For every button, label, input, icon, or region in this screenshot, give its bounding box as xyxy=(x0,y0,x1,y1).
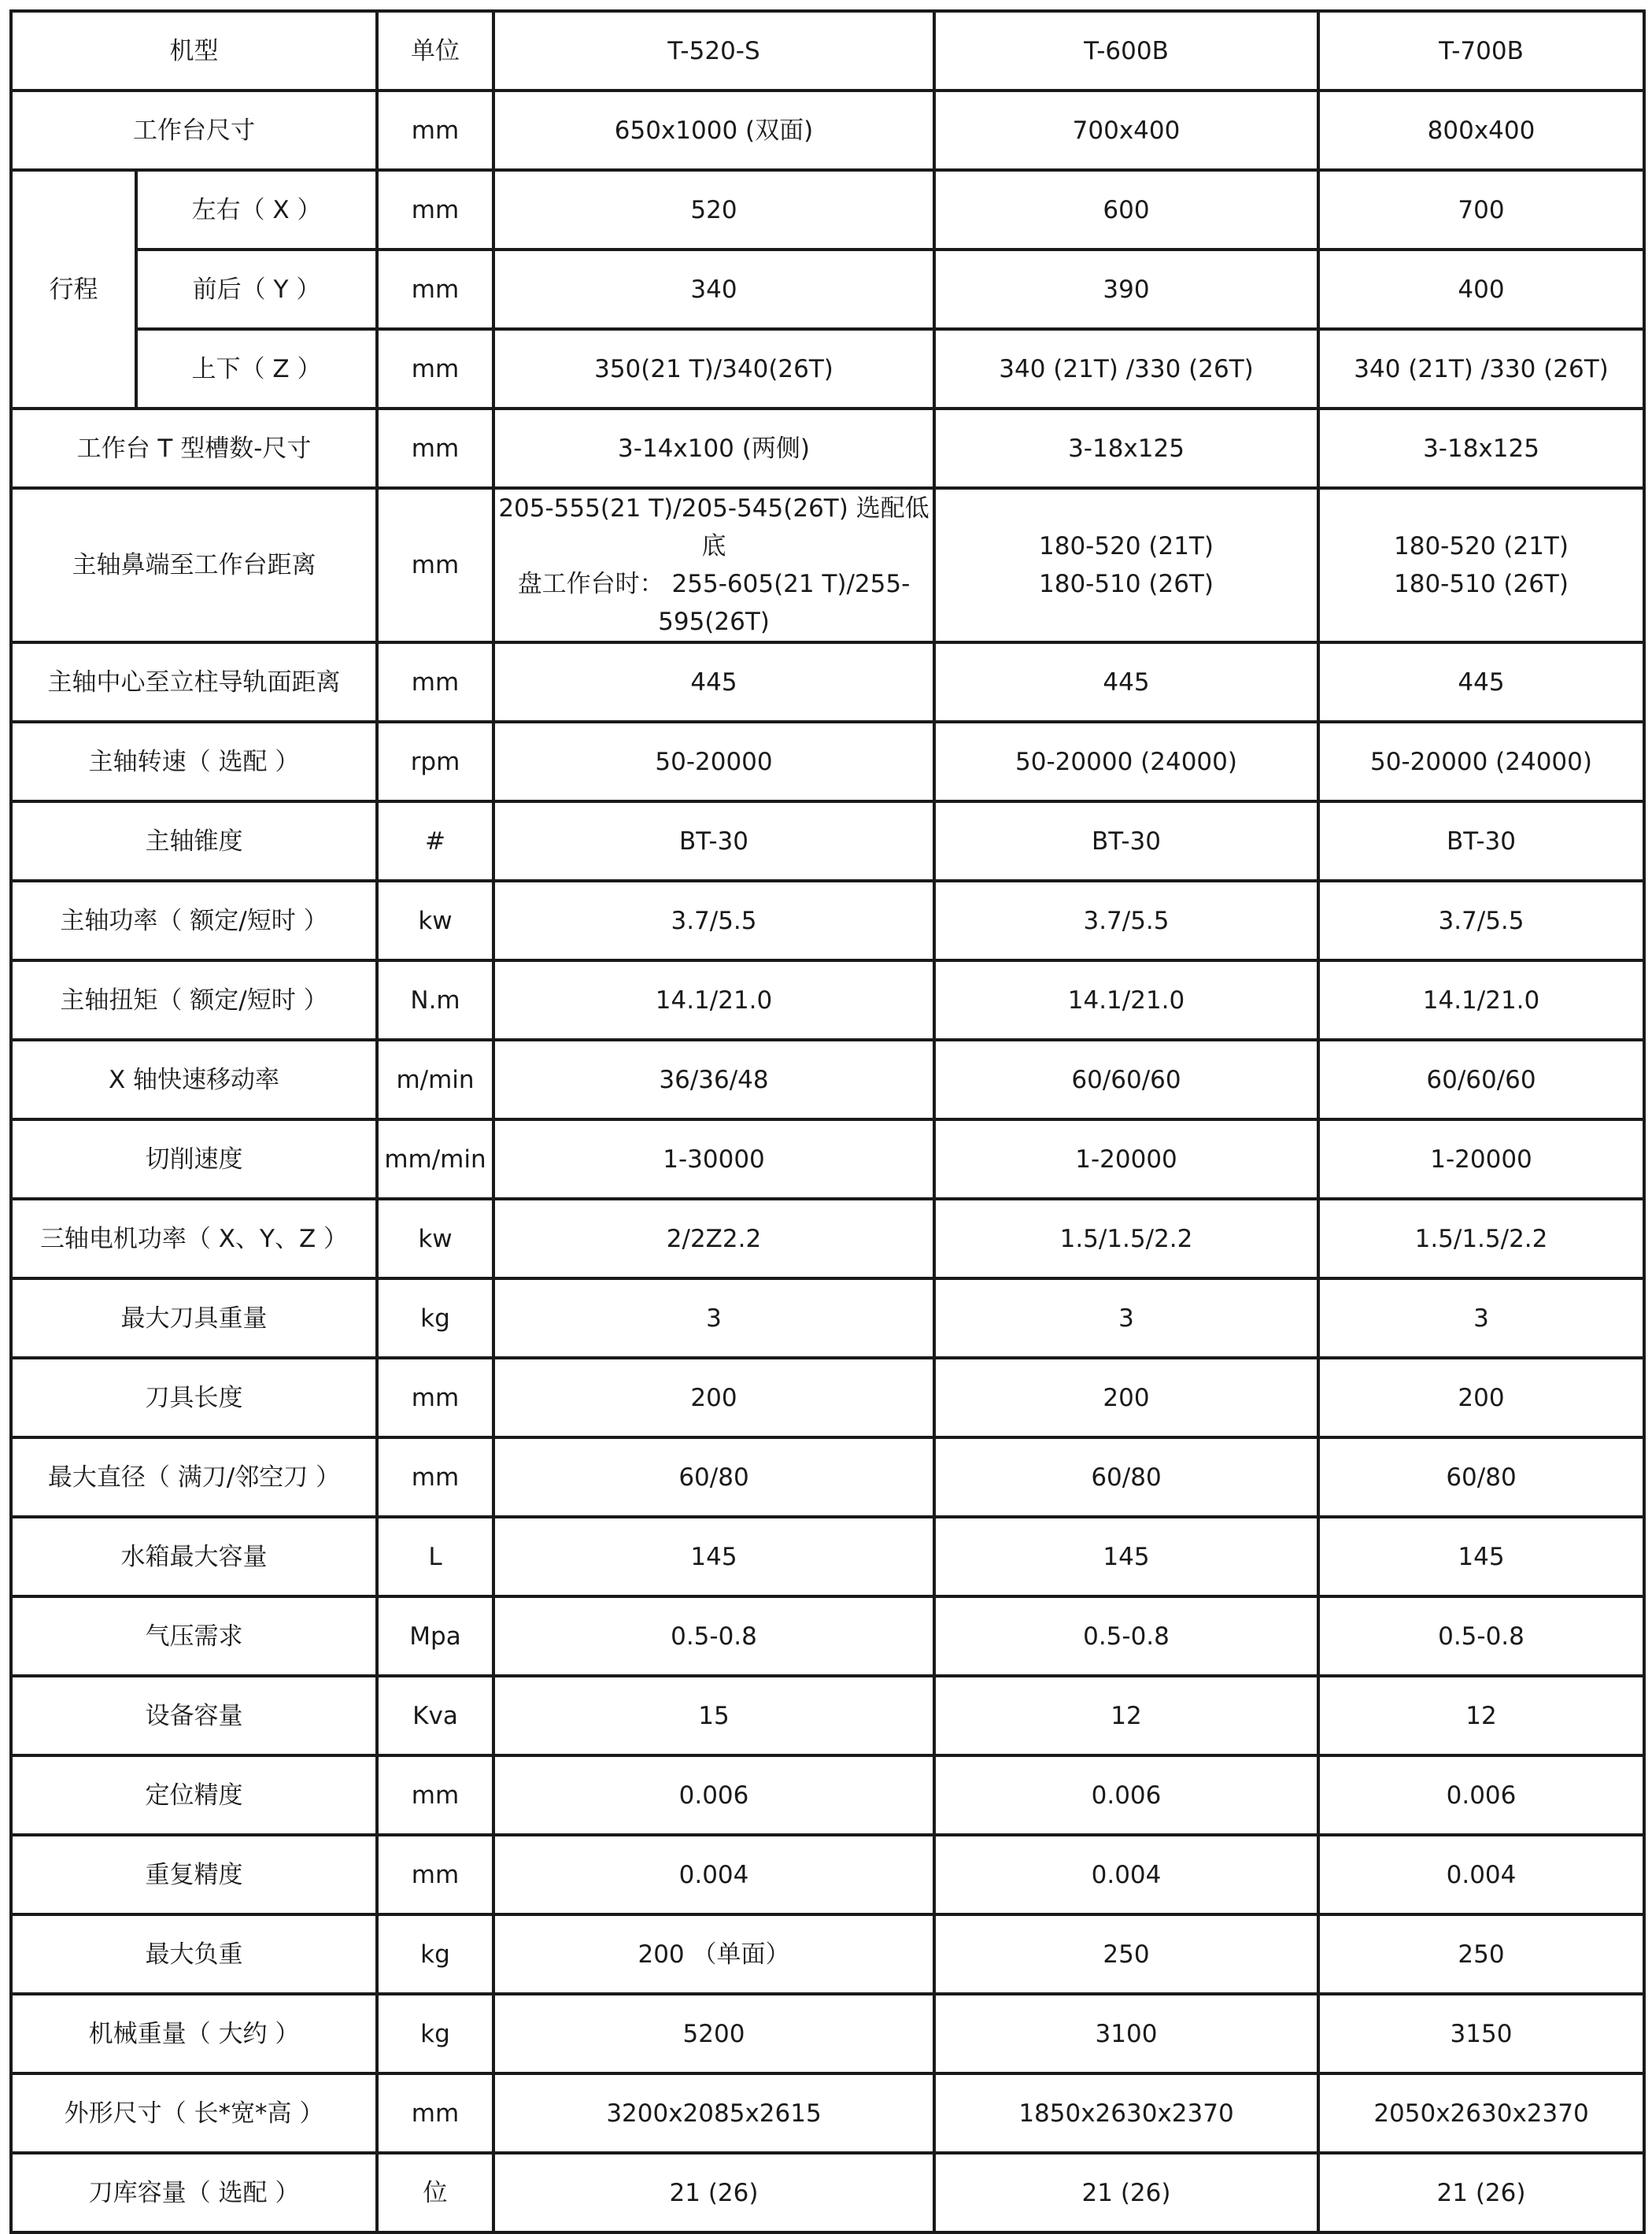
param-label-cell: 主轴锥度 xyxy=(11,801,377,881)
value-cell: 250 xyxy=(934,1914,1318,1994)
table-row xyxy=(11,642,1644,722)
value-cell: 21 (26) xyxy=(1318,2153,1644,2232)
value-cell: 3 xyxy=(934,1278,1318,1358)
param-label-cell: 机械重量（ 大约 ） xyxy=(11,1994,377,2073)
value-cell: 145 xyxy=(934,1517,1318,1596)
unit-cell: kg xyxy=(377,1914,493,1994)
value-cell: 390 xyxy=(934,250,1318,329)
unit-cell: Kva xyxy=(377,1676,493,1755)
unit-cell: kg xyxy=(377,1994,493,2073)
value-cell: 1.5/1.5/2.2 xyxy=(1318,1199,1644,1278)
value-cell xyxy=(493,488,934,642)
value-cell: 400 xyxy=(1318,250,1644,329)
table-row xyxy=(11,1199,1644,1278)
table-row xyxy=(11,2153,1644,2232)
value-cell: BT-30 xyxy=(934,801,1318,881)
value-cell: 3-18x125 xyxy=(934,409,1318,488)
table-row xyxy=(11,1994,1644,2073)
value-cell: BT-30 xyxy=(493,801,934,881)
value-cell: 0.006 xyxy=(934,1755,1318,1835)
value-cell: BT-30 xyxy=(1318,801,1644,881)
param-label-cell: X 轴快速移动率 xyxy=(11,1040,377,1119)
param-label-cell: 切削速度 xyxy=(11,1119,377,1199)
value-cell: 1-20000 xyxy=(934,1119,1318,1199)
table-row xyxy=(11,801,1644,881)
header-model-col-1: T-520-S xyxy=(493,11,934,91)
value-cell: 145 xyxy=(493,1517,934,1596)
value-cell: 0.004 xyxy=(934,1835,1318,1914)
unit-cell: mm xyxy=(377,1358,493,1437)
value-cell: 445 xyxy=(934,642,1318,722)
value-cell: 200 xyxy=(934,1358,1318,1437)
value-line: 595(26T) xyxy=(658,608,770,636)
table-row xyxy=(11,881,1644,960)
unit-cell: Mpa xyxy=(377,1596,493,1676)
param-label-cell: 工作台尺寸 xyxy=(11,91,377,170)
value-cell xyxy=(1318,488,1644,642)
value-cell: 21 (26) xyxy=(934,2153,1318,2232)
value-cell: 200 xyxy=(493,1358,934,1437)
value-cell: 0.004 xyxy=(493,1835,934,1914)
value-line: 180-520 (21T) xyxy=(1039,532,1214,560)
header-model-cell: 机型 xyxy=(11,11,377,91)
unit-cell: mm xyxy=(377,488,493,642)
value-cell: 520 xyxy=(493,170,934,250)
param-label-cell: 主轴鼻端至工作台距离 xyxy=(11,488,377,642)
unit-cell: kw xyxy=(377,881,493,960)
table-row xyxy=(11,1676,1644,1755)
value-cell: 0.004 xyxy=(1318,1835,1644,1914)
unit-cell: mm/min xyxy=(377,1119,493,1199)
value-cell: 60/80 xyxy=(934,1437,1318,1517)
header-unit-cell: 单位 xyxy=(377,11,493,91)
table-row xyxy=(11,1755,1644,1835)
unit-cell: mm xyxy=(377,250,493,329)
unit-cell: L xyxy=(377,1517,493,1596)
table-row xyxy=(11,2073,1644,2153)
param-label-cell: 设备容量 xyxy=(11,1676,377,1755)
value-cell: 14.1/21.0 xyxy=(493,960,934,1040)
unit-cell: mm xyxy=(377,1437,493,1517)
table-row xyxy=(11,1278,1644,1358)
table-row xyxy=(11,1040,1644,1119)
value-cell: 600 xyxy=(934,170,1318,250)
param-label-cell: 气压需求 xyxy=(11,1596,377,1676)
spec-table xyxy=(9,9,1646,2234)
param-label-cell: 外形尺寸（ 长*宽*高 ） xyxy=(11,2073,377,2153)
param-label-cell: 最大刀具重量 xyxy=(11,1278,377,1358)
value-cell: 250 xyxy=(1318,1914,1644,1994)
value-cell: 3100 xyxy=(934,1994,1318,2073)
header-row xyxy=(11,11,1644,91)
value-cell: 60/80 xyxy=(1318,1437,1644,1517)
value-cell: 50-20000 (24000) xyxy=(1318,722,1644,801)
unit-cell: mm xyxy=(377,91,493,170)
param-label-cell: 最大负重 xyxy=(11,1914,377,1994)
value-cell: 3200x2085x2615 xyxy=(493,2073,934,2153)
value-cell: 3.7/5.5 xyxy=(493,881,934,960)
value-cell: 12 xyxy=(1318,1676,1644,1755)
table-row xyxy=(11,329,1644,409)
unit-cell: # xyxy=(377,801,493,881)
param-label-cell: 主轴扭矩（ 额定/短时 ） xyxy=(11,960,377,1040)
value-line: 180-520 (21T) xyxy=(1394,532,1569,560)
value-cell: 340 (21T) /330 (26T) xyxy=(934,329,1318,409)
value-cell: 60/80 xyxy=(493,1437,934,1517)
value-cell: 14.1/21.0 xyxy=(1318,960,1644,1040)
header-model-col-3: T-700B xyxy=(1318,11,1644,91)
value-cell xyxy=(934,488,1318,642)
table-row xyxy=(11,1437,1644,1517)
table-row xyxy=(11,170,1644,250)
unit-cell: N.m xyxy=(377,960,493,1040)
value-cell: 5200 xyxy=(493,1994,934,2073)
value-cell: 0.006 xyxy=(493,1755,934,1835)
value-cell: 350(21 T)/340(26T) xyxy=(493,329,934,409)
value-cell: 0.006 xyxy=(1318,1755,1644,1835)
value-line: 180-510 (26T) xyxy=(1039,570,1214,598)
param-label-cell: 最大直径（ 满刀/邻空刀 ） xyxy=(11,1437,377,1517)
table-row xyxy=(11,722,1644,801)
table-row xyxy=(11,1596,1644,1676)
value-cell: 340 xyxy=(493,250,934,329)
value-cell: 3.7/5.5 xyxy=(1318,881,1644,960)
unit-cell: rpm xyxy=(377,722,493,801)
param-label-cell: 上下（ Z ） xyxy=(136,329,377,409)
unit-cell: m/min xyxy=(377,1040,493,1119)
param-label-cell: 三轴电机功率（ X、Y、Z ） xyxy=(11,1199,377,1278)
param-label-cell: 左右（ X ） xyxy=(136,170,377,250)
value-cell: 0.5-0.8 xyxy=(1318,1596,1644,1676)
param-label-cell: 主轴转速（ 选配 ） xyxy=(11,722,377,801)
value-cell: 340 (21T) /330 (26T) xyxy=(1318,329,1644,409)
table-row xyxy=(11,1358,1644,1437)
value-cell: 60/60/60 xyxy=(1318,1040,1644,1119)
value-cell: 21 (26) xyxy=(493,2153,934,2232)
param-label-cell: 主轴功率（ 额定/短时 ） xyxy=(11,881,377,960)
unit-cell: kw xyxy=(377,1199,493,1278)
value-cell: 60/60/60 xyxy=(934,1040,1318,1119)
value-cell: 1-30000 xyxy=(493,1119,934,1199)
header-model-col-2: T-600B xyxy=(934,11,1318,91)
value-cell: 12 xyxy=(934,1676,1318,1755)
value-cell: 0.5-0.8 xyxy=(493,1596,934,1676)
param-label-cell: 刀库容量（ 选配 ） xyxy=(11,2153,377,2232)
value-cell: 3 xyxy=(493,1278,934,1358)
unit-cell: mm xyxy=(377,1755,493,1835)
param-label-cell: 刀具长度 xyxy=(11,1358,377,1437)
param-label-cell: 定位精度 xyxy=(11,1755,377,1835)
table-row xyxy=(11,1835,1644,1914)
value-cell: 445 xyxy=(1318,642,1644,722)
value-cell: 700 xyxy=(1318,170,1644,250)
value-cell: 3-14x100 (两侧) xyxy=(493,409,934,488)
value-cell: 3-18x125 xyxy=(1318,409,1644,488)
value-cell: 2050x2630x2370 xyxy=(1318,2073,1644,2153)
value-cell: 700x400 xyxy=(934,91,1318,170)
table-row xyxy=(11,1914,1644,1994)
value-cell: 2/2Z2.2 xyxy=(493,1199,934,1278)
value-cell: 200 xyxy=(1318,1358,1644,1437)
unit-cell: mm xyxy=(377,170,493,250)
value-line: 205-555(21 T)/205-545(26T) 选配低底 xyxy=(498,494,929,560)
unit-cell: mm xyxy=(377,2073,493,2153)
value-cell: 3150 xyxy=(1318,1994,1644,2073)
param-label-cell: 前后（ Y ） xyxy=(136,250,377,329)
value-cell: 145 xyxy=(1318,1517,1644,1596)
group-label-cell: 行程 xyxy=(11,170,136,409)
value-cell: 200 （单面） xyxy=(493,1914,934,1994)
spec-table-body xyxy=(11,11,1644,2232)
table-row xyxy=(11,1517,1644,1596)
param-label-cell: 重复精度 xyxy=(11,1835,377,1914)
param-label-cell: 主轴中心至立柱导轨面距离 xyxy=(11,642,377,722)
unit-cell: mm xyxy=(377,409,493,488)
value-cell: 50-20000 xyxy=(493,722,934,801)
table-row xyxy=(11,488,1644,642)
unit-cell: kg xyxy=(377,1278,493,1358)
unit-cell: mm xyxy=(377,1835,493,1914)
value-cell: 50-20000 (24000) xyxy=(934,722,1318,801)
value-line: 180-510 (26T) xyxy=(1394,570,1569,598)
table-row xyxy=(11,409,1644,488)
value-cell: 15 xyxy=(493,1676,934,1755)
table-row xyxy=(11,1119,1644,1199)
value-cell: 800x400 xyxy=(1318,91,1644,170)
table-row xyxy=(11,250,1644,329)
value-cell: 445 xyxy=(493,642,934,722)
table-row xyxy=(11,960,1644,1040)
param-label-cell: 工作台 T 型槽数-尺寸 xyxy=(11,409,377,488)
value-cell: 1-20000 xyxy=(1318,1119,1644,1199)
value-cell: 0.5-0.8 xyxy=(934,1596,1318,1676)
table-row xyxy=(11,91,1644,170)
value-line: 盘工作台时： 255-605(21 T)/255- xyxy=(517,570,911,598)
value-cell: 3 xyxy=(1318,1278,1644,1358)
param-label-cell: 水箱最大容量 xyxy=(11,1517,377,1596)
value-cell: 36/36/48 xyxy=(493,1040,934,1119)
value-cell: 14.1/21.0 xyxy=(934,960,1318,1040)
unit-cell: mm xyxy=(377,642,493,722)
value-cell: 650x1000 (双面) xyxy=(493,91,934,170)
value-cell: 3.7/5.5 xyxy=(934,881,1318,960)
value-cell: 1850x2630x2370 xyxy=(934,2073,1318,2153)
value-cell: 1.5/1.5/2.2 xyxy=(934,1199,1318,1278)
unit-cell: mm xyxy=(377,329,493,409)
unit-cell: 位 xyxy=(377,2153,493,2232)
